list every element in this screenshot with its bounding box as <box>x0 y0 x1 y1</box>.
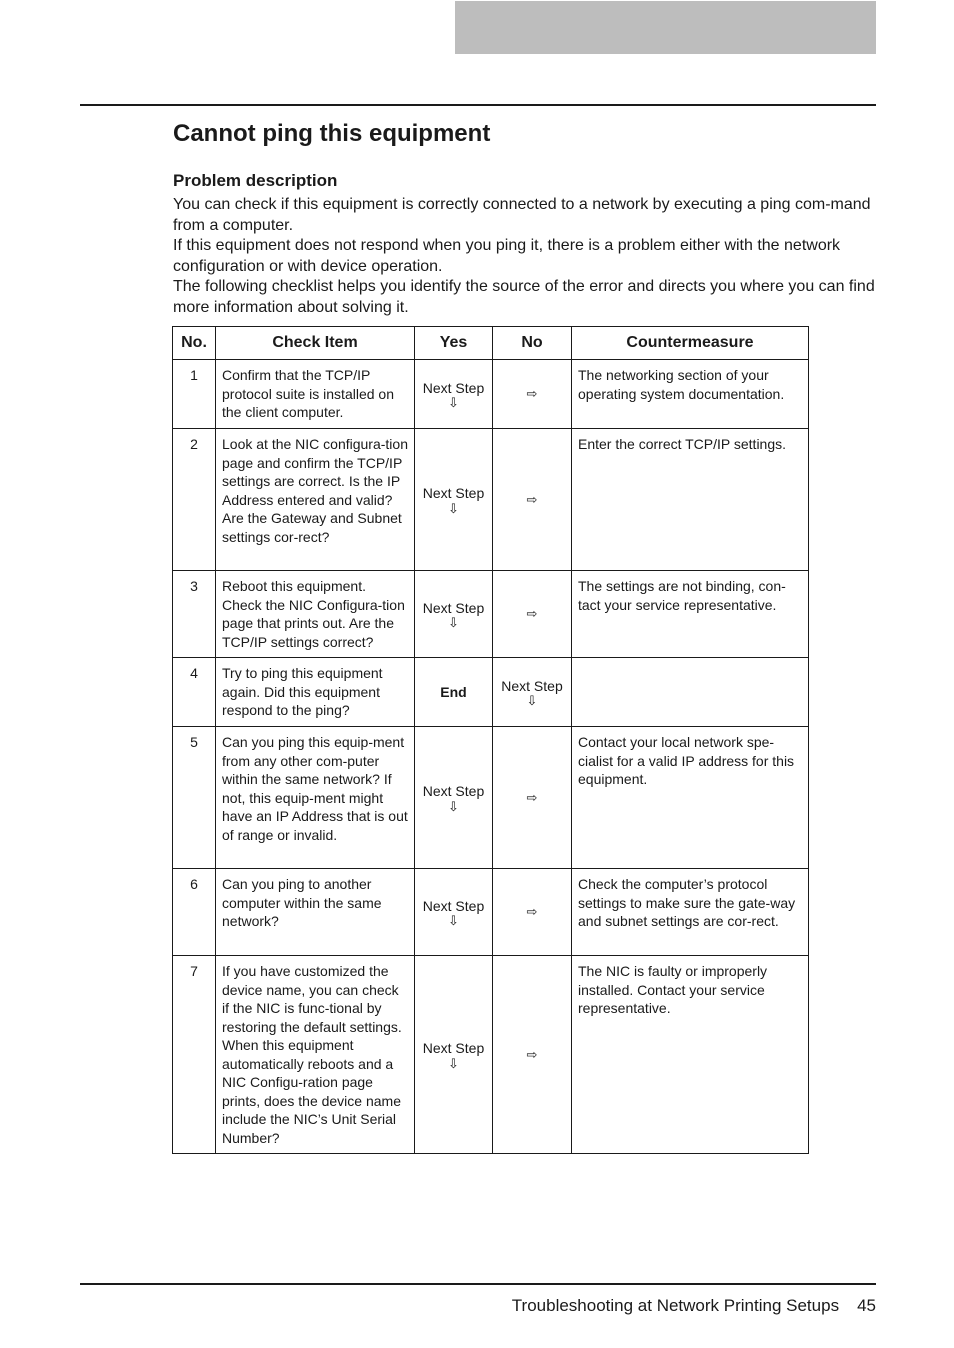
intro-text <box>173 195 875 318</box>
header-yes: Yes <box>415 327 493 360</box>
countermeasure-text: The NIC is faulty or improperly installed. Contact your service representative. <box>578 963 768 1016</box>
countermeasure-text: The networking section of your operating system documentation. <box>578 367 785 402</box>
bottom-rule <box>80 1283 876 1285</box>
down-arrow-icon: ⇩ <box>448 395 459 411</box>
right-arrow-icon: ⇨ <box>526 789 538 805</box>
countermeasure <box>572 571 809 658</box>
intro-paragraph: The following checklist helps you identify the source of the error and directs you where you can find more information about solving it. <box>173 278 875 316</box>
check-item <box>216 869 415 956</box>
checklist-table <box>172 326 809 1154</box>
table-row <box>173 727 809 869</box>
check-item <box>216 429 415 571</box>
countermeasure <box>572 360 809 429</box>
check-item-text: Can you ping this equip-ment from any other com-puter within the same network? If not, this equip-ment might have an IP Address that is out of range or invalid. <box>222 734 408 843</box>
check-item-text: Can you ping to another computer within the same network? <box>222 876 382 929</box>
row-number-text: 1 <box>190 367 198 383</box>
next-step-label: Next Step <box>422 783 485 800</box>
header-countermeasure: Countermeasure <box>572 327 809 360</box>
countermeasure <box>572 956 809 1154</box>
no-cell <box>493 869 572 956</box>
down-arrow-icon: ⇩ <box>448 500 459 516</box>
footer <box>512 1296 876 1316</box>
table-row <box>173 658 809 727</box>
next-step-label: Next Step <box>422 1040 485 1057</box>
row-number-text: 6 <box>190 876 198 892</box>
check-item <box>216 727 415 869</box>
page-title: Cannot ping this equipment <box>173 120 491 147</box>
down-arrow-icon: ⇩ <box>448 798 459 814</box>
table-row <box>173 429 809 571</box>
header-no-column: No <box>493 327 572 360</box>
countermeasure <box>572 658 809 727</box>
yes-cell <box>415 869 493 956</box>
check-item-text: Reboot this equipment. Check the NIC Configura-tion page that prints out. Are the TCP/IP settings correct? <box>222 578 405 650</box>
row-number-text: 5 <box>190 734 198 750</box>
row-number <box>173 727 216 869</box>
header-check-item: Check Item <box>216 327 415 360</box>
row-number <box>173 956 216 1154</box>
check-item-text: If you have customized the device name, you can check if the NIC is func-tional by restoring the default settings. When this equipment automatically reboots and a NIC Configu-ration page prints, does the device name include the NIC’s Unit Serial Number? <box>222 963 402 1146</box>
countermeasure <box>572 727 809 869</box>
no-cell <box>493 360 572 429</box>
top-rule <box>80 104 876 106</box>
down-arrow-icon: ⇩ <box>448 615 459 631</box>
next-step-label: Next Step <box>501 677 563 694</box>
right-arrow-icon: ⇨ <box>526 904 538 920</box>
check-item <box>216 956 415 1154</box>
no-cell <box>493 956 572 1154</box>
yes-cell <box>415 956 493 1154</box>
next-step-label: Next Step <box>422 599 485 616</box>
countermeasure-text: Check the computer’s protocol settings to make sure the gate-way and subnet settings are cor-rect. <box>578 876 796 929</box>
no-cell <box>493 727 572 869</box>
row-number-text: 7 <box>190 963 198 979</box>
table-header-row <box>173 327 809 360</box>
no-cell <box>493 429 572 571</box>
yes-cell <box>415 571 493 658</box>
row-number <box>173 571 216 658</box>
page-number: 45 <box>857 1296 876 1315</box>
yes-cell <box>415 360 493 429</box>
table-row <box>173 571 809 658</box>
check-item-text: Try to ping this equipment again. Did this equipment respond to the ping? <box>222 665 383 718</box>
check-item <box>216 571 415 658</box>
down-arrow-icon: ⇩ <box>448 913 459 929</box>
header-no: No. <box>173 327 216 360</box>
section-heading: Problem description <box>173 171 338 190</box>
intro-paragraph: If this equipment does not respond when you ping it, there is a problem either with the network configuration or with device operation. <box>173 237 841 275</box>
check-item <box>216 360 415 429</box>
countermeasure <box>572 869 809 956</box>
next-step-label: Next Step <box>422 379 485 396</box>
row-number-text: 2 <box>190 436 198 452</box>
intro-paragraph: You can check if this equipment is correctly connected to a network by executing a ping com-mand from a computer. <box>173 196 871 234</box>
next-step-label: Next Step <box>422 485 485 502</box>
row-number <box>173 360 216 429</box>
table-row <box>173 869 809 956</box>
row-number-text: 3 <box>190 578 198 594</box>
down-arrow-icon: ⇩ <box>526 693 538 709</box>
next-step-label: Next Step <box>422 897 485 914</box>
header-bar <box>455 1 876 54</box>
right-arrow-icon: ⇨ <box>526 491 538 507</box>
row-number <box>173 429 216 571</box>
right-arrow-icon: ⇨ <box>526 1046 538 1062</box>
yes-cell <box>415 658 493 727</box>
row-number <box>173 658 216 727</box>
right-arrow-icon: ⇨ <box>526 606 538 622</box>
row-number-text: 4 <box>190 665 198 681</box>
down-arrow-icon: ⇩ <box>448 1055 459 1071</box>
table-row <box>173 956 809 1154</box>
right-arrow-icon: ⇨ <box>526 386 538 402</box>
yes-cell <box>415 727 493 869</box>
countermeasure-text: Contact your local network spe-cialist for a valid IP address for this equipment. <box>578 734 795 787</box>
no-cell <box>493 571 572 658</box>
footer-section-title: Troubleshooting at Network Printing Setups <box>511 1296 840 1315</box>
yes-cell <box>415 429 493 571</box>
countermeasure-text: Enter the correct TCP/IP settings. <box>578 436 787 452</box>
countermeasure-text: The settings are not binding, con-tact your service representative. <box>578 578 786 613</box>
row-number <box>173 869 216 956</box>
check-item-text: Confirm that the TCP/IP protocol suite is installed on the client computer. <box>222 367 394 420</box>
table-row <box>173 360 809 429</box>
check-item <box>216 658 415 727</box>
check-item-text: Look at the NIC configura-tion page and confirm the TCP/IP settings are correct. Is the IP Address entered and valid? Are the Gateway and Subnet settings cor-rect? <box>222 436 408 545</box>
no-cell <box>493 658 572 727</box>
end-label: End <box>440 683 467 700</box>
countermeasure <box>572 429 809 571</box>
